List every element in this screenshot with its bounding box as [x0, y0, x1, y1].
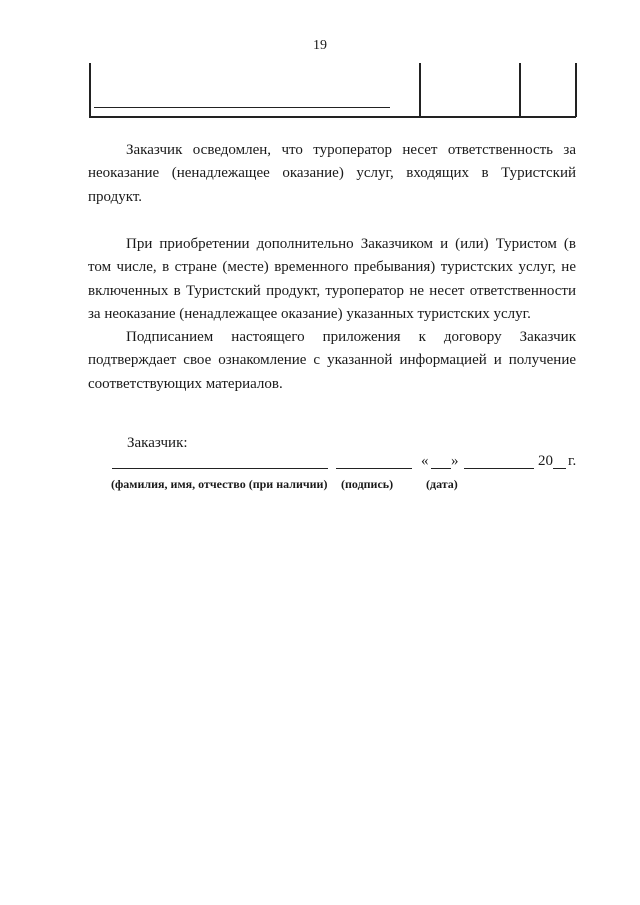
caption-name: (фамилия, имя, отчество (при наличии): [111, 477, 328, 491]
paragraph-responsibility: Заказчик осведомлен, что туроператор несет ответственность за неоказание (ненадлежащее оказание) услуг, входящих в Туристский продукт.: [88, 142, 576, 205]
day-line[interactable]: [431, 468, 451, 469]
paragraph-additional-services: При приобретении дополнительно Заказчиком и (или) Туристом (в том числе, в стране (месте) временного пребывания) туристских услуг, не включенных в Туристский продукт, туроператор не несет ответственности за неоказание (ненадлежащее оказание) указанных туристских услуг.: [88, 236, 576, 322]
table-fill-line: [94, 107, 390, 108]
year-suffix: г.: [568, 453, 577, 469]
signature-line[interactable]: [336, 468, 412, 469]
table-fragment: [89, 63, 576, 117]
quote-close: »: [451, 453, 459, 469]
table-border-bottom: [89, 116, 576, 118]
year-line[interactable]: [553, 468, 566, 469]
year-prefix: 20: [538, 453, 553, 469]
paragraph-acknowledgement: Подписанием настоящего приложения к договору Заказчик подтверждает свое ознакомление с указанной информацией и получение соответствующих материалов.: [88, 329, 576, 392]
table-border-left: [89, 63, 91, 117]
caption-signature: (подпись): [341, 477, 394, 491]
table-divider-2: [519, 63, 521, 117]
name-line[interactable]: [112, 468, 328, 469]
table-border-right: [575, 63, 577, 117]
table-divider-1: [419, 63, 421, 117]
customer-label: Заказчик:: [127, 435, 188, 451]
quote-open: «: [421, 453, 429, 469]
caption-date: (дата): [426, 477, 458, 491]
page-number: 19: [313, 38, 327, 53]
month-line[interactable]: [464, 468, 534, 469]
